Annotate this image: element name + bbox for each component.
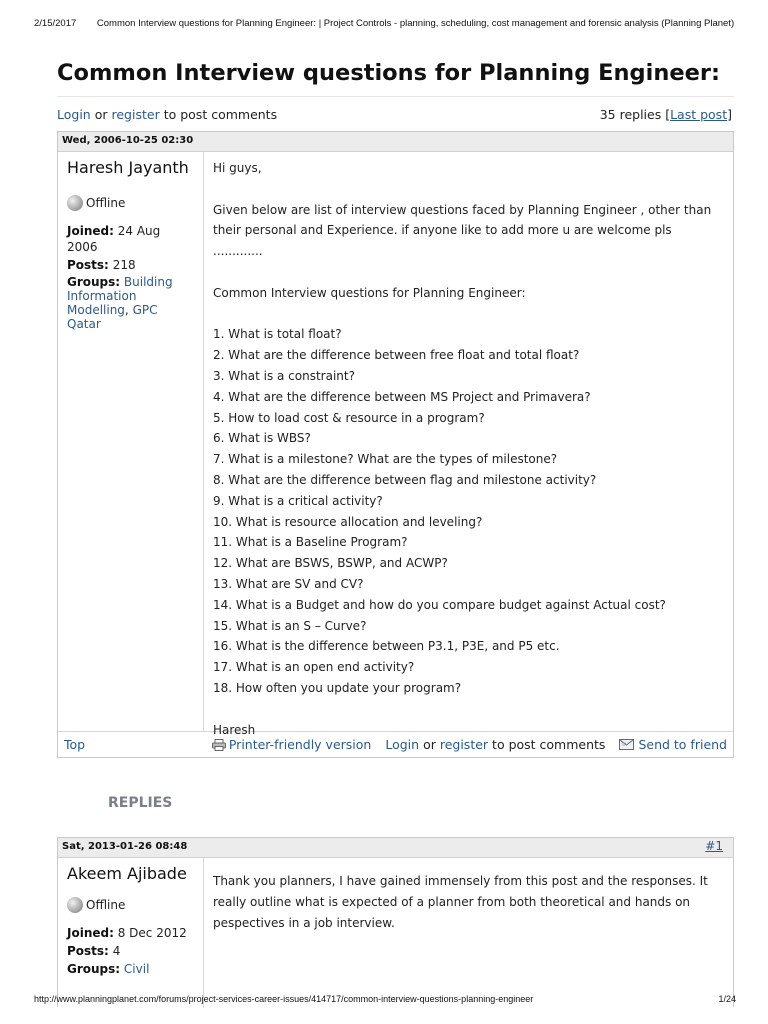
list-item: 1. What is total float? bbox=[213, 327, 342, 342]
reply-text: Thank you planners, I have gained immensely from this post and the responses. It really outline what is expected of a planner from both theoretical and hands on pespectives in a job interview. bbox=[213, 874, 708, 930]
list-item: 3. What is a constraint? bbox=[213, 368, 355, 383]
question-list bbox=[213, 324, 724, 698]
footer-login-link[interactable]: Login bbox=[385, 737, 420, 752]
list-item: 7. What is a milestone? What are the types of milestone? bbox=[213, 452, 558, 467]
login-prompt bbox=[57, 107, 277, 122]
joined-value: 8 Dec 2012 bbox=[117, 926, 187, 940]
post-timestamp: Wed, 2006-10-25 02:30 bbox=[62, 135, 194, 146]
author-name[interactable]: Akeem Ajibade bbox=[67, 864, 187, 883]
last-post-link[interactable]: Last post bbox=[670, 107, 728, 122]
joined-label: Joined: bbox=[67, 224, 114, 238]
or-text: or bbox=[94, 107, 108, 122]
printer-friendly-link[interactable]: Printer-friendly version bbox=[228, 737, 372, 752]
footer-register-link[interactable]: register bbox=[439, 737, 489, 752]
page-title: Common Interview questions for Planning Engineer: bbox=[57, 60, 720, 86]
replies-summary: 35 replies [Last post] bbox=[599, 107, 732, 122]
print-header bbox=[34, 18, 754, 29]
offline-status-icon bbox=[67, 195, 83, 211]
replies-count: 35 replies bbox=[599, 107, 662, 122]
post-content bbox=[204, 858, 733, 1008]
list-item: 8. What are the difference between flag and milestone activity? bbox=[213, 472, 597, 487]
posts-row bbox=[67, 257, 194, 273]
groups-row: Groups: Building Information Modelling, GPC Qatar bbox=[67, 275, 173, 331]
print-url: http://www.planningplanet.com/forums/project-services-career-issues/414717/common-interview-questions-planning-engineer bbox=[34, 994, 534, 1004]
author-status bbox=[67, 897, 194, 913]
joined-row bbox=[67, 925, 194, 941]
list-item: 2. What are the difference between free float and total float? bbox=[213, 348, 580, 363]
signature: Haresh bbox=[213, 722, 256, 737]
mail-icon bbox=[619, 739, 634, 750]
print-date: 2/15/2017 bbox=[34, 18, 77, 29]
send-to-friend-link[interactable]: Send to friend bbox=[638, 737, 727, 752]
posts-label: Posts: bbox=[67, 258, 109, 272]
groups-label: Groups: bbox=[67, 275, 121, 289]
posts-label: Posts: bbox=[67, 944, 109, 958]
register-link[interactable]: register bbox=[111, 107, 160, 122]
posts-row bbox=[67, 943, 194, 959]
footer-or-text: or bbox=[423, 737, 436, 752]
joined-label: Joined: bbox=[67, 926, 114, 940]
list-item: 16. What is the difference between P3.1, P3E, and P5 etc. bbox=[213, 639, 560, 654]
group-link-gpc-qatar[interactable]: GPC Qatar bbox=[67, 303, 158, 331]
posts-value: 4 bbox=[112, 944, 121, 958]
group-link-bim[interactable]: Building Information Modelling bbox=[67, 275, 173, 317]
print-page-number: 1/24 bbox=[718, 994, 736, 1004]
author-panel bbox=[58, 152, 204, 731]
send-to-friend[interactable] bbox=[619, 737, 727, 752]
list-title: Common Interview questions for Planning Engineer: bbox=[213, 285, 526, 300]
posts-value: 218 bbox=[112, 258, 136, 272]
replies-heading: REPLIES bbox=[108, 795, 173, 811]
list-item: 17. What is an open end activity? bbox=[213, 660, 415, 675]
post-timestamp: Sat, 2013-01-26 08:48 bbox=[62, 841, 188, 852]
reply-number-link[interactable]: #1 bbox=[705, 839, 723, 853]
printer-icon bbox=[212, 739, 226, 751]
list-item: 10. What is resource allocation and leveling? bbox=[213, 514, 483, 529]
intro-text: Given below are list of interview questions faced by Planning Engineer , other than their personal and Experience. if anyone like to add more u are welcome pls ............. bbox=[213, 202, 712, 259]
joined-value: 24 Aug 2006 bbox=[67, 224, 161, 254]
author-status bbox=[67, 195, 194, 211]
author-panel bbox=[58, 858, 204, 1008]
print-title: Common Interview questions for Planning Engineer: | Project Controls - planning, scheduling, cost management and forensic analysis (Planning Planet) bbox=[96, 18, 735, 29]
footer-to-post-text: to post comments bbox=[492, 737, 606, 752]
footer-login-prompt bbox=[385, 737, 605, 752]
list-item: 18. How often you update your program? bbox=[213, 680, 462, 695]
list-item: 11. What is a Baseline Program? bbox=[213, 535, 408, 550]
status-label: Offline bbox=[86, 196, 126, 210]
list-item: 12. What are BSWS, BSWP, and ACWP? bbox=[213, 556, 448, 571]
post-content bbox=[204, 152, 733, 737]
groups-row bbox=[67, 961, 194, 977]
list-item: 6. What is WBS? bbox=[213, 431, 311, 446]
print-footer bbox=[34, 994, 736, 1004]
post-header bbox=[58, 838, 733, 858]
offline-status-icon bbox=[67, 897, 83, 913]
title-divider bbox=[57, 96, 734, 97]
greeting: Hi guys, bbox=[213, 161, 262, 175]
reply-post bbox=[57, 837, 734, 1007]
list-item: 13. What are SV and CV? bbox=[213, 576, 364, 591]
list-item: 5. How to load cost & resource in a program? bbox=[213, 410, 485, 425]
login-link[interactable]: Login bbox=[57, 107, 91, 122]
original-post bbox=[57, 131, 734, 758]
author-name[interactable]: Haresh Jayanth bbox=[67, 158, 189, 177]
list-item: 14. What is a Budget and how do you compare budget against Actual cost? bbox=[213, 597, 666, 612]
to-post-text: to post comments bbox=[163, 107, 278, 122]
groups-label: Groups: bbox=[67, 962, 121, 976]
list-item: 9. What is a critical activity? bbox=[213, 493, 383, 508]
printer-friendly[interactable] bbox=[212, 737, 371, 752]
top-link[interactable]: Top bbox=[64, 737, 86, 752]
group-link-civil[interactable]: Civil bbox=[123, 962, 150, 976]
joined-row bbox=[67, 223, 194, 255]
status-label: Offline bbox=[86, 898, 126, 912]
list-item: 4. What are the difference between MS Project and Primavera? bbox=[213, 389, 591, 404]
list-item: 15. What is an S – Curve? bbox=[213, 618, 367, 633]
post-header bbox=[58, 132, 733, 152]
